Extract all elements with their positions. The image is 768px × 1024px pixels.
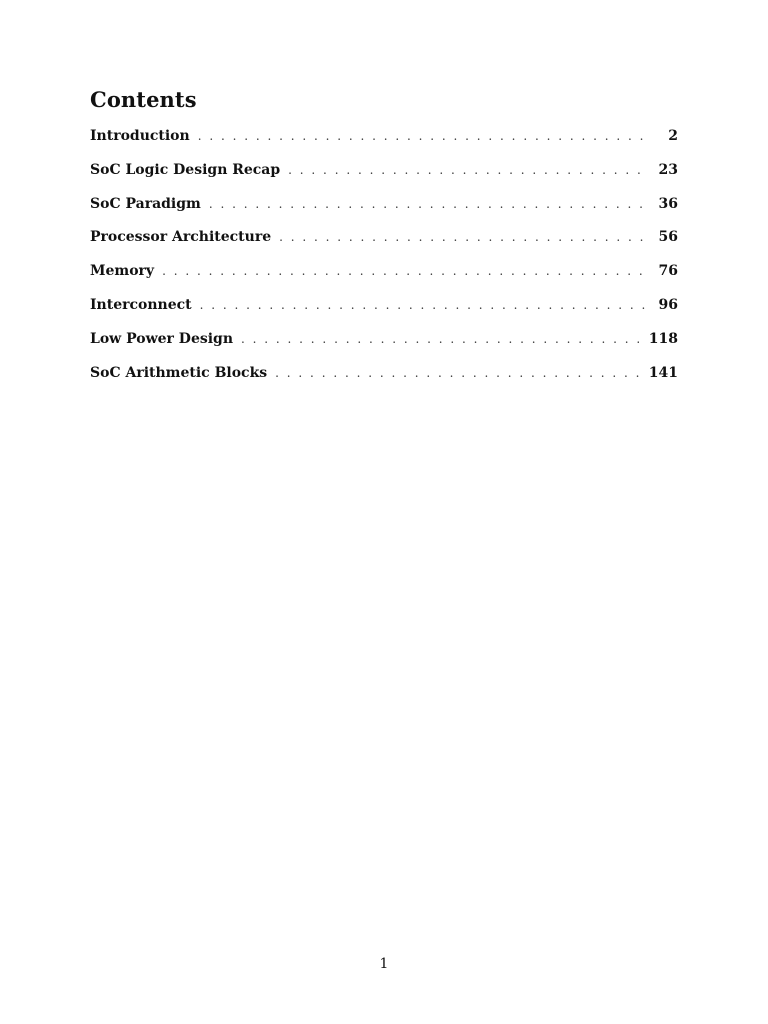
toc-entry[interactable] [90, 295, 678, 329]
dot-leader [288, 160, 648, 180]
dot-leader [200, 295, 648, 315]
toc-entry-title: Interconnect [90, 296, 192, 313]
toc-entry-page: 56 [658, 229, 678, 246]
toc-entry-page: 76 [658, 263, 678, 280]
toc-entry-title: SoC Arithmetic Blocks [90, 364, 268, 381]
toc-entry-page: 23 [658, 161, 678, 178]
dot-leader [241, 329, 639, 349]
toc-entry[interactable] [90, 160, 678, 194]
toc-entry-title: Introduction [90, 128, 190, 144]
page-number: 1 [379, 956, 389, 972]
toc-entry-title: Memory [90, 263, 155, 280]
dot-leader [209, 194, 648, 214]
toc-entry-page: 96 [658, 296, 678, 313]
toc-entry-title: Processor Architecture [90, 229, 272, 246]
toc-entry-page: 36 [658, 195, 678, 212]
toc-entry[interactable] [90, 126, 678, 160]
toc-entry-title: Low Power Design [90, 330, 234, 347]
table-of-contents [90, 126, 678, 396]
dot-leader [162, 261, 648, 281]
toc-entry-page: 141 [648, 364, 678, 381]
contents-heading: Contents [90, 87, 197, 112]
toc-entry-title: SoC Paradigm [90, 195, 201, 212]
toc-entry[interactable] [90, 227, 678, 261]
toc-entry[interactable] [90, 363, 678, 397]
toc-entry-page: 118 [648, 330, 678, 347]
toc-entry-page: 2 [668, 128, 678, 144]
toc-entry-title: SoC Logic Design Recap [90, 161, 281, 178]
toc-entry[interactable] [90, 194, 678, 228]
dot-leader [279, 227, 648, 247]
toc-entry[interactable] [90, 329, 678, 363]
toc-entry[interactable] [90, 261, 678, 295]
dot-leader [275, 363, 639, 383]
dot-leader [198, 126, 648, 146]
